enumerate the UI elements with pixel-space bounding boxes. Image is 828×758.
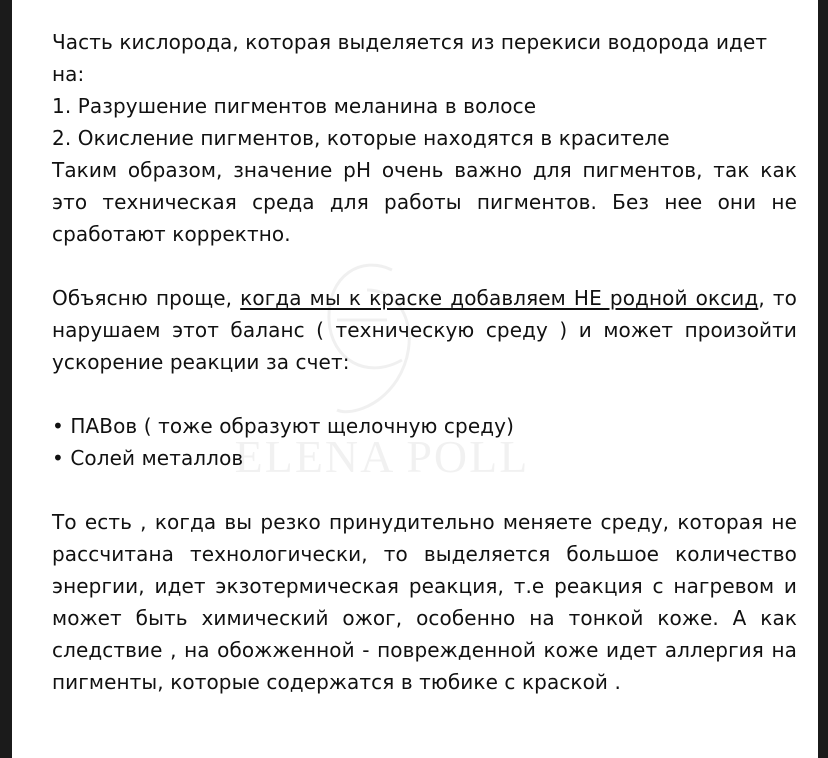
paragraph-3-underlined: когда мы к краске добавляем НЕ родной оксид <box>240 286 759 310</box>
paragraph-3-prefix: Объясню проще, <box>52 286 241 310</box>
numbered-item-1: 1. Разрушение пигментов меланина в волосе <box>52 94 537 118</box>
paragraph-1-line-1: Часть кислорода, которая выделяется из перекиси водорода идет <box>52 30 768 54</box>
bullet-item-2: • Солей металлов <box>52 446 244 470</box>
document-text <box>52 26 797 698</box>
paragraph-4: То есть , когда вы резко принудительно меняете среду, которая не рассчитана технологически, то выделяется большое количество энергии, идет экзотермическая реакция, т.е реакция с нагревом и может быть химический ожог, особенно на тонкой коже. А как следствие , на обожженной - поврежденной коже идет аллергия на пигменты, которые содержатся в тюбике с краской . <box>52 510 797 694</box>
document-page <box>12 0 818 758</box>
bullet-item-1: • ПАВов ( тоже образуют щелочную среду) <box>52 414 514 438</box>
paragraph-3 <box>52 282 797 378</box>
paragraph-1-line-2: на: <box>52 62 85 86</box>
paragraph-2: Таким образом, значение pH очень важно для пигментов, так как это техническая среда для работы пигментов. Без нее они не сработают корректно. <box>52 158 797 246</box>
watermark-text: ELENA POLL <box>234 431 530 482</box>
numbered-item-2: 2. Окисление пигментов, которые находятся в красителе <box>52 126 670 150</box>
paragraph-3-rest: , то нарушаем этот баланс ( техническую среду ) и может произойти ускорение реакции за счет: <box>52 286 797 374</box>
